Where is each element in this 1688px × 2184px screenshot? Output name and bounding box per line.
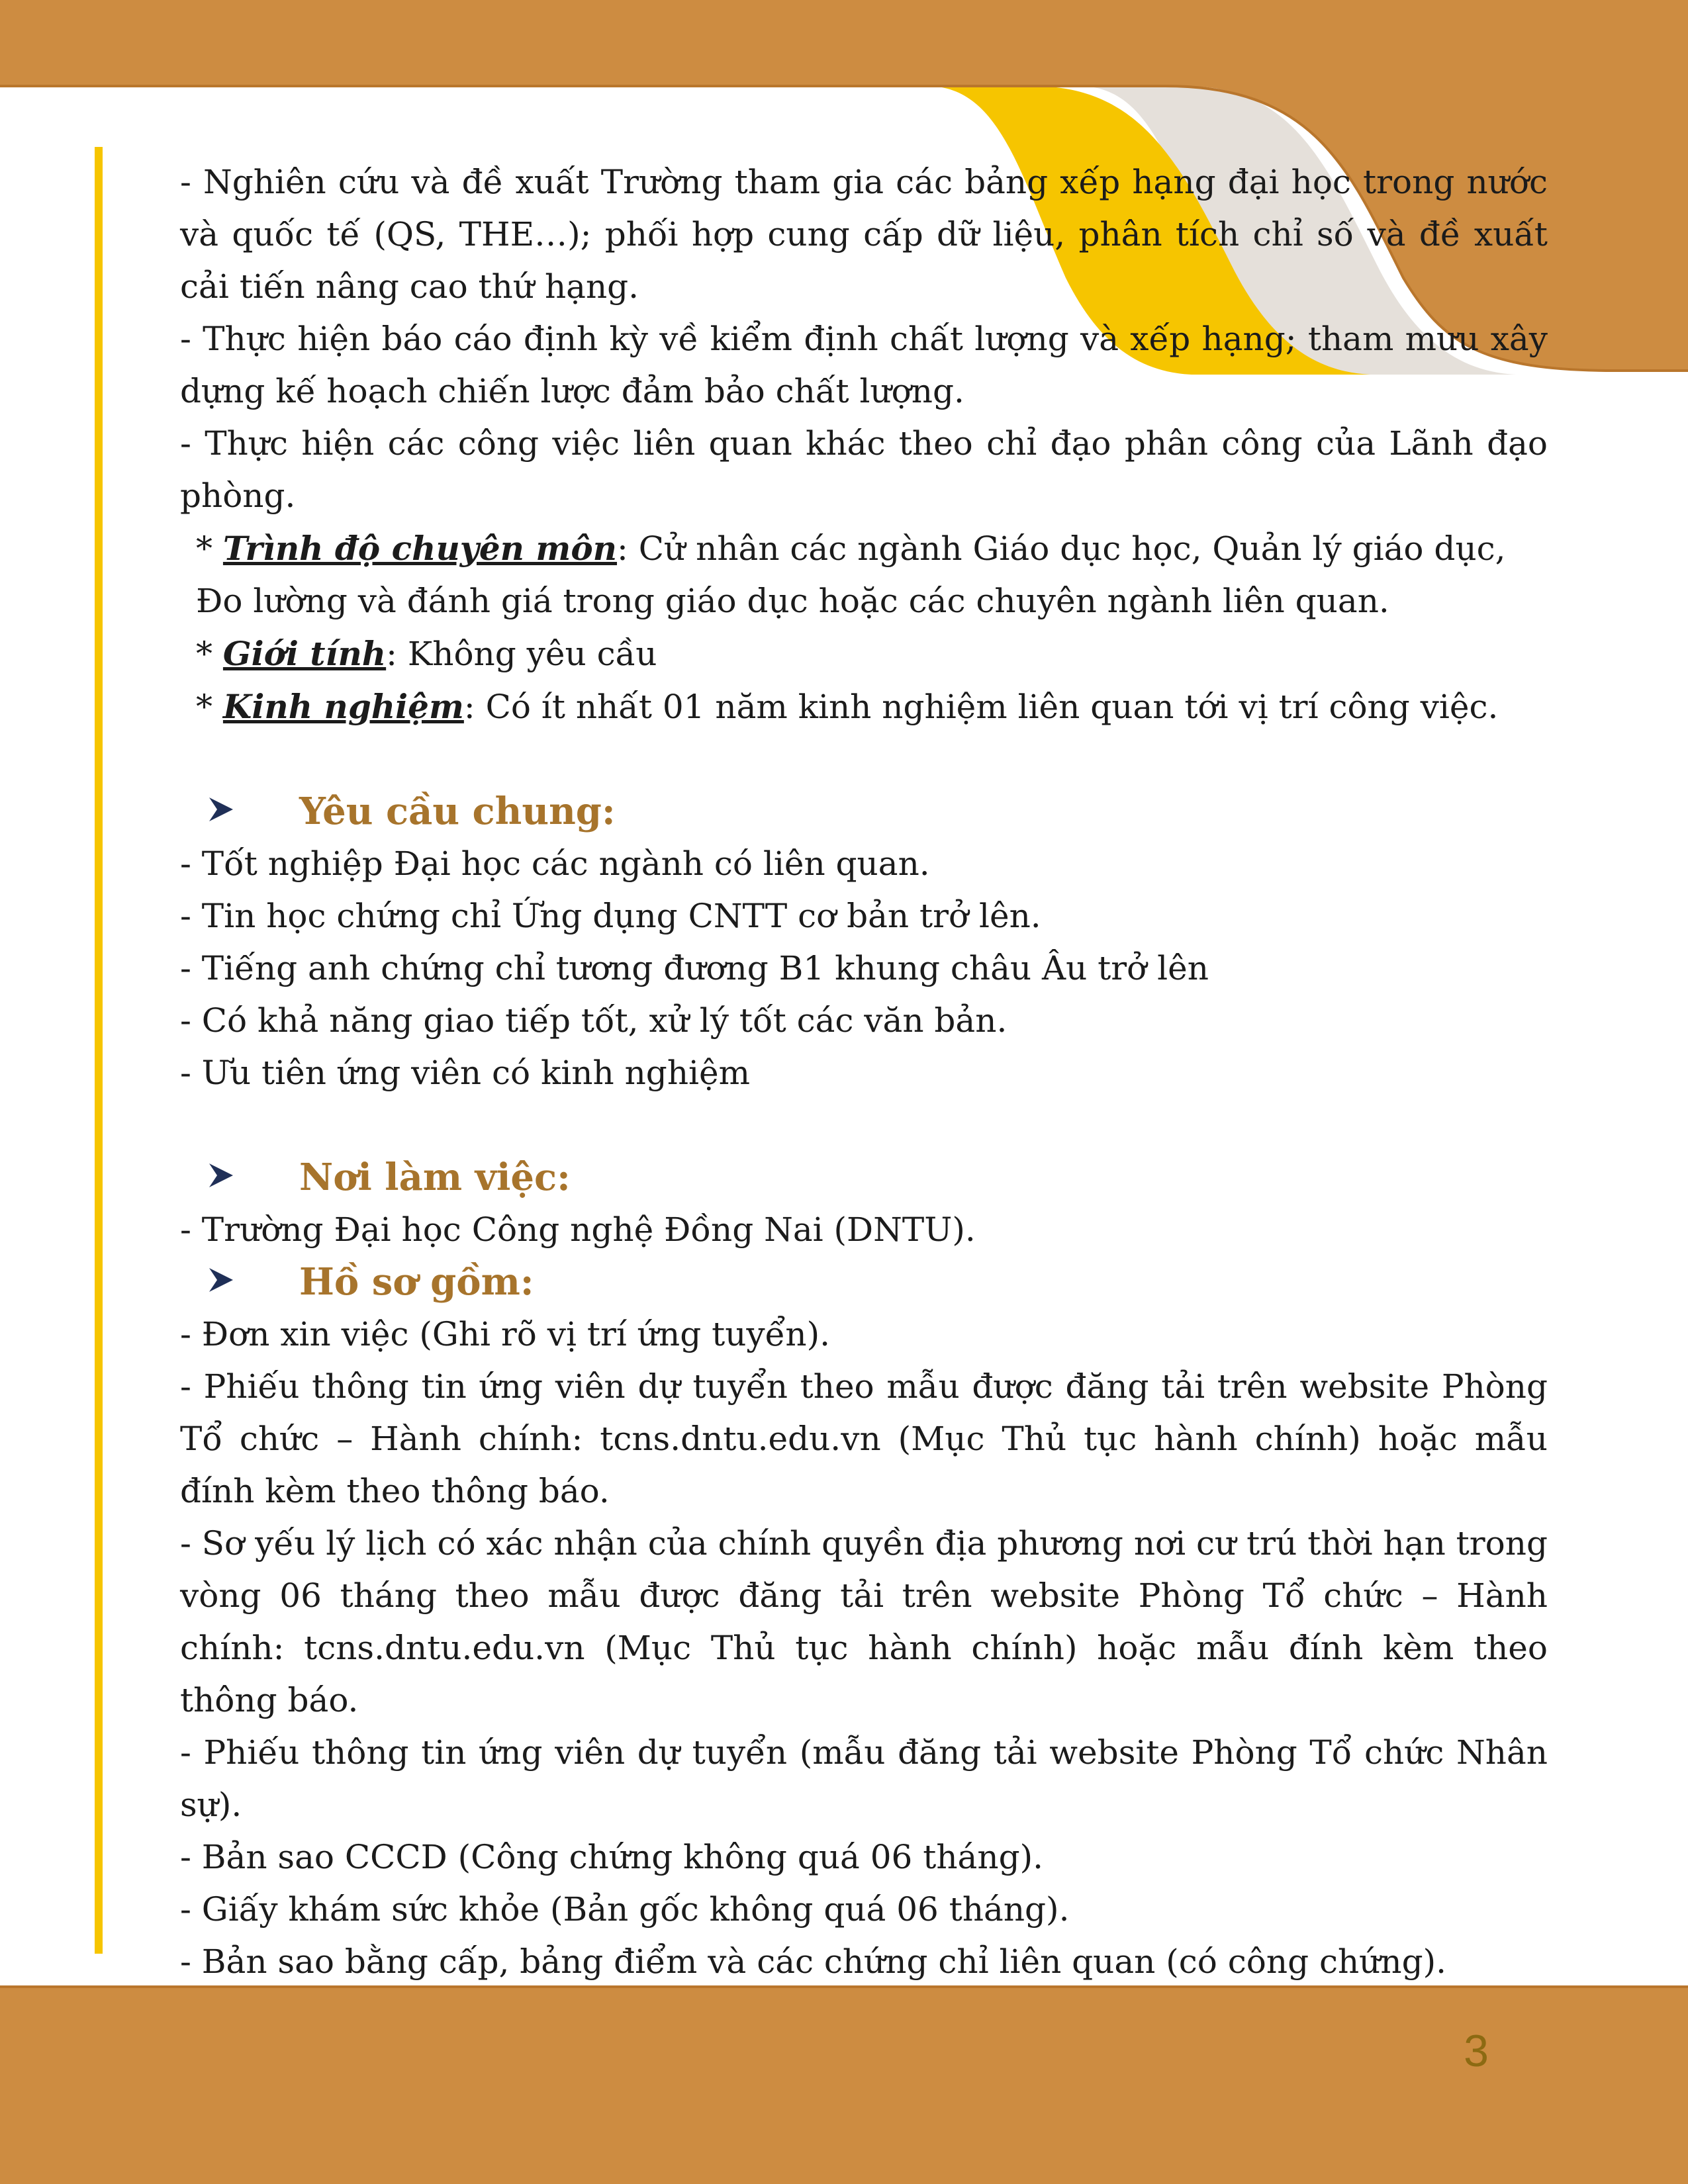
qualification-degree: * Trình độ chuyên môn: Cử nhân các ngành Giáo dục học, Quản lý giáo dục, Đo lường và đánh giá trong giáo dục hoặc các chuyên ngành liên quan.: [196, 529, 1506, 620]
duty-line: - Thực hiện các công việc liên quan khác theo chỉ đạo phân công của Lãnh đạo phòng.: [180, 424, 1548, 515]
qualification-label: Giới tính: [222, 634, 387, 673]
list-item: - Phiếu thông tin ứng viên dự tuyển (mẫu đăng tải website Phòng Tổ chức Nhân sự).: [180, 1733, 1548, 1824]
qualification-label: Trình độ chuyên môn: [222, 529, 618, 568]
list-item: - Tin học chứng chỉ Ứng dụng CNTT cơ bản trở lên.: [180, 897, 1041, 935]
list-item: - Tốt nghiệp Đại học các ngành có liên quan.: [180, 844, 930, 883]
list-item: - Đơn xin việc (Ghi rõ vị trí ứng tuyển).: [180, 1315, 831, 1353]
section-heading-text: Hồ sơ gồm:: [299, 1260, 534, 1304]
section-heading-workplace: [180, 1152, 1548, 1204]
duty-line: - Nghiên cứu và đề xuất Trường tham gia các bảng xếp hạng đại học trong nước và quốc tế (QS, THE…); phối hợp cung cấp dữ liệu, phân tích chỉ số và đề xuất cải tiến nâng cao thứ hạng.: [180, 163, 1548, 306]
section-heading-text: Yêu cầu chung:: [299, 790, 616, 833]
bottom-band: [0, 1987, 1688, 2184]
arrow-bullet-icon: [207, 786, 253, 838]
list-item: - Bản sao CCCD (Công chứng không quá 06 tháng).: [180, 1838, 1043, 1876]
list-item: - Trường Đại học Công nghệ Đồng Nai (DNTU).: [180, 1210, 976, 1249]
section-heading-general: [180, 786, 1548, 838]
page-number: 3: [1464, 2026, 1489, 2076]
section-heading-documents: [180, 1256, 1548, 1308]
arrow-bullet-icon: [207, 1152, 253, 1204]
qualification-gender: * Giới tính: Không yêu cầu: [196, 634, 657, 673]
qualification-experience: * Kinh nghiệm: Có ít nhất 01 năm kinh nghiệm liên quan tới vị trí công việc.: [196, 687, 1499, 726]
list-item: - Bản sao bằng cấp, bảng điểm và các chứng chỉ liên quan (có công chứng).: [180, 1942, 1447, 1981]
left-accent-rule: [95, 147, 103, 1954]
list-item: - Giấy khám sức khỏe (Bản gốc không quá 06 tháng).: [180, 1890, 1070, 1929]
section-heading-text: Nơi làm việc:: [299, 1156, 571, 1199]
list-item: - Có khả năng giao tiếp tốt, xử lý tốt các văn bản.: [180, 1001, 1008, 1040]
qualification-value: : Cử nhân các ngành Giáo dục học, Quản lý giáo dục, Đo lường và đánh giá trong giáo dục hoặc các chuyên ngành liên quan.: [196, 529, 1506, 620]
list-item: - Ưu tiên ứng viên có kinh nghiệm: [180, 1054, 751, 1092]
qualification-value: : Không yêu cầu: [386, 635, 657, 673]
page-content: [180, 156, 1548, 1988]
list-item: - Tiếng anh chứng chỉ tương đương B1 khung châu Âu trở lên: [180, 949, 1209, 987]
qualification-label: Kinh nghiệm: [222, 687, 464, 726]
duty-line: - Thực hiện báo cáo định kỳ về kiểm định chất lượng và xếp hạng; tham mưu xây dựng kế hoạch chiến lược đảm bảo chất lượng.: [180, 320, 1548, 410]
arrow-bullet-icon: [207, 1256, 253, 1308]
qualification-value: : Có ít nhất 01 năm kinh nghiệm liên quan tới vị trí công việc.: [463, 688, 1499, 726]
list-item: - Phiếu thông tin ứng viên dự tuyển theo mẫu được đăng tải trên website Phòng Tổ chức – Hành chính: tcns.dntu.edu.vn (Mục Thủ tục hành chính) hoặc mẫu đính kèm theo thông báo.: [180, 1367, 1548, 1510]
list-item: - Sơ yếu lý lịch có xác nhận của chính quyền địa phương nơi cư trú thời hạn trong vòng 06 tháng theo mẫu được đăng tải trên website Phòng Tổ chức – Hành chính: tcns.dntu.edu.vn (Mục Thủ tục hành chính) hoặc mẫu đính kèm theo thông báo.: [180, 1524, 1548, 1719]
